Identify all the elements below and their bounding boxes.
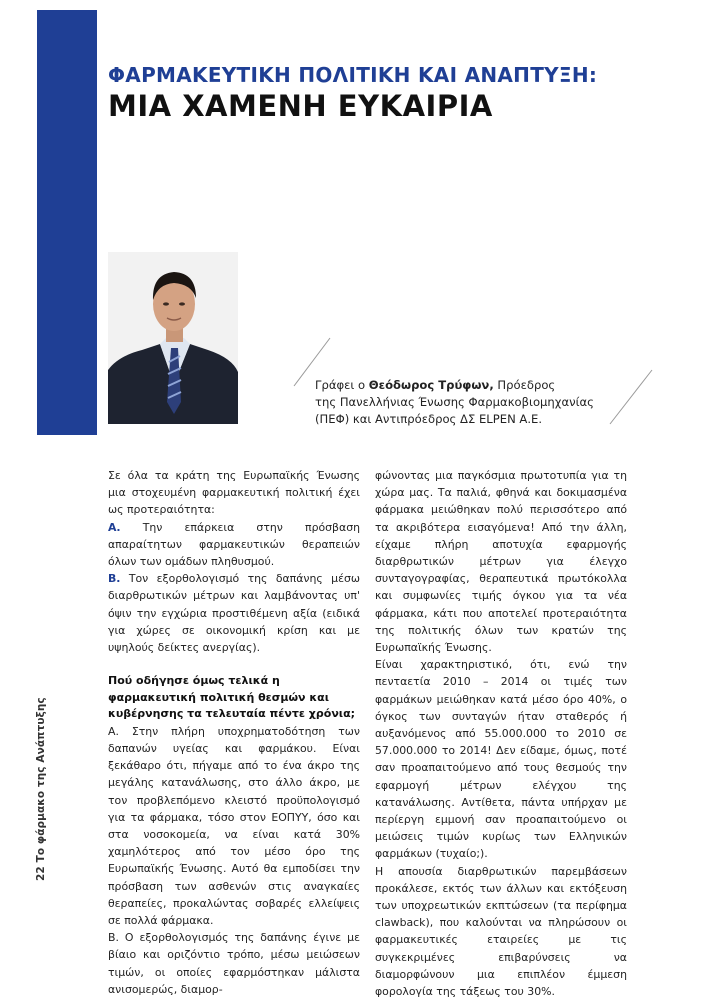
body-paragraph-a: Α. Στην πλήρη υποχρηματοδότηση των δαπανών υγείας και φαρμάκου. Είναι ξεκάθαρο ότι, πήγαμε από το ένα άκρο της μεγάλης κατανάλωσης, στο άλλο άκρο, με τον προβλεπόμενο κλειστό προϋπολογισμό για τα φάρμακα, τόσο στον ΕΟΠΥΥ, όσο και στα νοσοκομεία, να είναι κατά 30% χαμηλότερος από τον μέσο όρο της Ευρωπαϊκής Ένωσης. Αυτό θα εμποδίσει την πρόσβαση των ασθενών στις αναγκαίες θεραπείες, προκαλώντας σοβαρές ελλείψεις σε πολλά φάρμακα. [108, 724, 360, 927]
article-kicker: ΦΑΡΜΑΚΕΥΤΙΚΗ ΠΟΛΙΤΙΚΗ ΚΑΙ ΑΝΑΠΤΥΞΗ: [108, 63, 598, 87]
article-title: ΜΙΑ ΧΑΜΕΝΗ ΕΥΚΑΙΡΙΑ [108, 89, 493, 123]
body-paragraph-b: Β. Ο εξορθολογισμός της δαπάνης έγινε με βίαιο και οριζόντιο τρόπο, μέσω μειώσεων τιμών, οι οποίες εφαρμόστηκαν μάλιστα ανισομερώς, διαμορ- [108, 931, 360, 996]
author-byline [315, 377, 625, 428]
body-paragraph-prices: Είναι χαρακτηριστικό, ότι, ενώ την πενταετία 2010 – 2014 οι τιμές των φαρμάκων μειώθηκαν κατά μέσο όρο 40%, ο όγκος των συνταγών ήταν σταθερός ή αυξανόμενος από 55.000.000 το 2010 σε 57.000.000 το 2014! Δεν είδαμε, όμως, ποτέ σαν προαπαιτούμενο από τους θεσμούς την εφαρμογή μέτρων ελέγχου της κατανάλωσης. Αντίθετα, πάντα υπήρχαν με περίεργη εμμονή σαν προαπαιτούμενο οι μειώσεις τιμών κυρίως των Ελληνικών φαρμάκων (τυχαίο;). [375, 658, 627, 861]
author-name: Θεόδωρος Τρύφων, [368, 378, 494, 392]
byline-line-1: Γράφει ο Θεόδωρος Τρύφων, Πρόεδρος [315, 378, 556, 392]
byline-line-2: της Πανελλήνιας Ένωσης Φαρμακοβιομηχανίας [315, 395, 594, 409]
point-b-label: Β. [108, 572, 121, 586]
section-color-bar [37, 10, 97, 435]
intro-paragraph: Σε όλα τα κράτη της Ευρωπαϊκής Ένωσης μια στοχευμένη φαρμακευτική πολιτική έχει ως προτεραιότητα: [108, 469, 360, 517]
section-heading: Πού οδήγησε όμως τελικά η φαρμακευτική πολιτική θεσμών και κυβέρνησης τα τελευταία πέντε χρόνια; [108, 674, 356, 721]
author-photo [108, 252, 238, 424]
right-column [375, 467, 627, 1000]
body-paragraph-continued: φώνοντας μια παγκόσμια πρωτοτυπία για τη χώρα μας. Τα παλιά, φθηνά και δοκιμασμένα φάρμακα μειώθηκαν πολύ περισσότερο από τα ακριβότερα εισαγόμενα! Από την άλλη, είχαμε πλήρη αποτυχία εφαρμογής διαρθρωτικών μέτρων για έλεγχο συνταγογραφίας, θεραπευτικά πρωτόκολλα και συμφωνίες τιμής όγκου για τα νέα φάρμακα, κάτι που αποτελεί προτεραιότητα της πολιτικής όλων των κρατών της Ευρωπαϊκής Ένωσης. [375, 469, 627, 655]
left-column [108, 467, 360, 998]
body-paragraph-clawback: Η απουσία διαρθρωτικών παρεμβάσεων προκάλεσε, εκτός των άλλων και εκτόξευση των υποχρεωτικών εκπτώσεων (τα περίφημα clawback), που καλούνται να πληρώσουν οι φαρμακευτικές εταιρείες με τις συγκεκριμένες επιβαρύνσεις να διαμορφώνουν μια επιπλέον έμμεση φορολογία της τάξεως του 30%. [375, 864, 627, 999]
byline-line-3: (ΠΕΦ) και Αντιπρόεδρος ΔΣ ELPEN Α.Ε. [315, 412, 543, 426]
point-a-paragraph: Α. Την επάρκεια στην πρόσβαση απαραίτητων φαρμακευτικών θεραπειών όλων των ομάδων πληθυσμού. [108, 520, 360, 569]
point-b-paragraph: Β. Τον εξορθολογισμό της δαπάνης μέσω διαρθρωτικών μέτρων και λαμβάνοντας υπ' όψιν την εγχώρια προστιθέμενη αξία (ειδικά για χώρες σε οικονομική κρίση και με υψηλούς δείκτες ανεργίας). [108, 572, 360, 655]
page-number-running-title: 22 Το φάρμακο της Ανάπτυξης [35, 697, 47, 881]
point-a-label: Α. [108, 520, 121, 534]
